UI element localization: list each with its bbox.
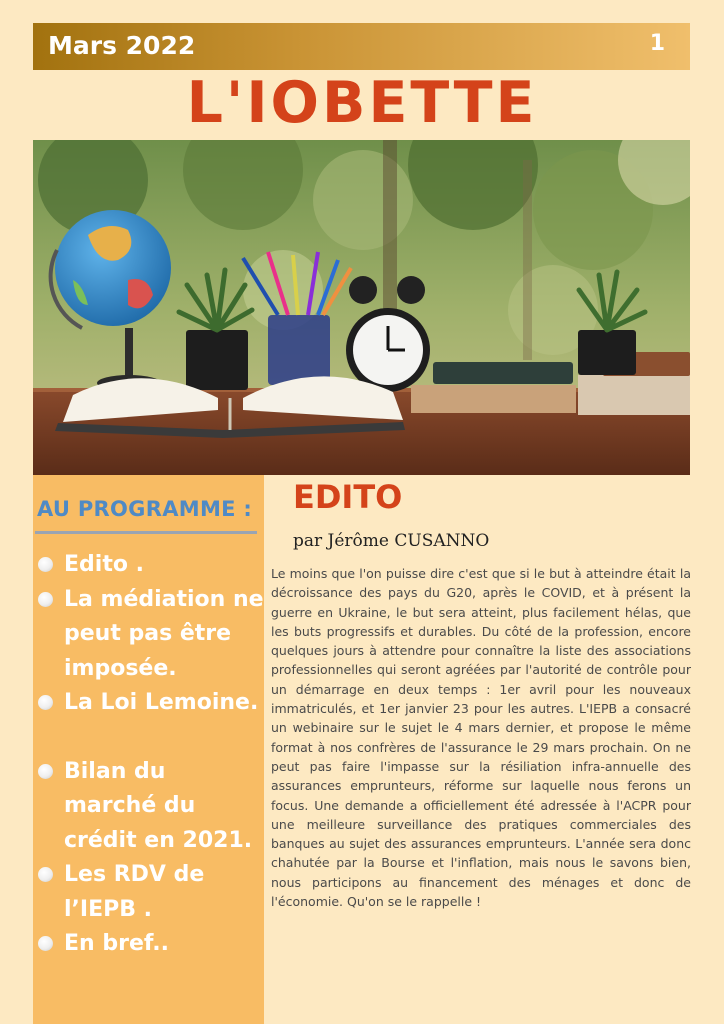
programme-list xyxy=(33,548,264,962)
list-item-label: La Loi Lemoine. xyxy=(64,690,259,715)
bullet-icon xyxy=(38,557,53,572)
list-item xyxy=(33,686,264,721)
programme-divider xyxy=(35,531,257,534)
header-bar xyxy=(33,23,690,70)
list-item-label: Edito . xyxy=(64,552,144,577)
page-number: 1 xyxy=(649,31,665,56)
bullet-icon xyxy=(38,867,53,882)
list-item xyxy=(33,548,264,583)
edito-heading: EDITO xyxy=(293,478,403,516)
edito-body: Le moins que l'on puisse dire c'est que si le but à atteindre était la décroissance des pays du G20, après le COVID, et à présent la guerre en Ukraine, le but sera atteint, plus facilement hélas, que les buts progressifs et durables. Du côté de la profession, encore quelques jours à attendre pour connaître la liste des associations professionnelles qui seront agréées par l'autorité de contrôle pour un démarrage en deux temps : 1er avril pour les nouveaux immatriculés, et 1er janvier 23 pour les autres. L'IEPB a consacré un webinaire sur le sujet le 4 mars dernier, et propose le même format à nos confrères de l'assurance le 29 mars prochain. On ne peut pas faire l'impasse sur la résiliation infra-annuelle des assurances emprunteurs, réforme sur laquelle nous ferons un focus. Une demande a officiellement été adressée à l'ACPR pour une meilleure surveillance des pratiques commerciales des banques au sujet des assurances emprunteurs. L'année sera donc chahutée par la Bourse et l'inflation, mais nous le savons bien, nous participons au financement des ménages et donc de l'économie. Qu'on se le rappelle ! xyxy=(271,566,691,910)
list-item-label: Les RDV de l’IEPB . xyxy=(64,862,205,922)
author-byline: par Jérôme CUSANNO xyxy=(293,531,490,551)
list-item xyxy=(33,755,264,859)
issue-date: Mars 2022 xyxy=(48,31,196,60)
list-item xyxy=(33,927,264,962)
programme-title: AU PROGRAMME : xyxy=(37,497,253,521)
programme-sidebar xyxy=(33,475,264,1024)
newsletter-title: L'IOBETTE xyxy=(186,70,538,136)
list-item-label: En bref.. xyxy=(64,931,169,956)
bullet-icon xyxy=(38,695,53,710)
bullet-icon xyxy=(38,936,53,951)
list-item-label: Bilan du marché du crédit en 2021. xyxy=(64,758,253,853)
bullet-icon xyxy=(38,764,53,779)
list-item xyxy=(33,858,264,927)
bullet-icon xyxy=(38,592,53,607)
hero-photo xyxy=(33,140,690,475)
list-item-label: La médiation ne peut pas être imposée. xyxy=(64,586,264,681)
list-item xyxy=(33,583,264,687)
